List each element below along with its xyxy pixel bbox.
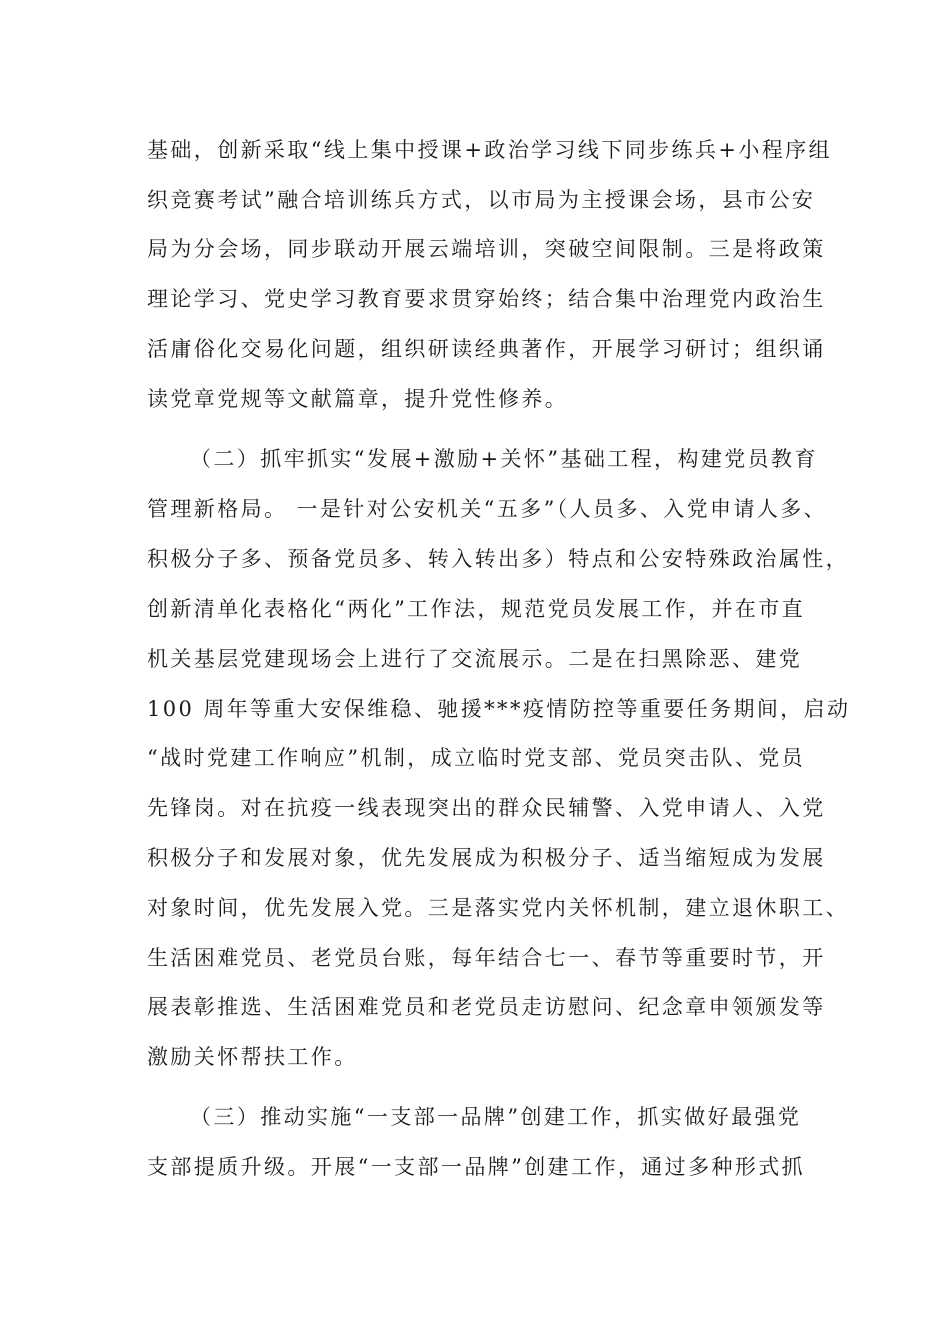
text-line: “战时党建工作响应”机制，成立临时党支部、党员突击队、党员 (147, 746, 806, 770)
text-line: 织竞赛考试”融合培训练兵方式，以市局为主授课会场，县市公安 (147, 188, 816, 212)
text-line: 生活困难党员、老党员台账，每年结合七一、春节等重要时节，开 (147, 946, 826, 970)
text-line: 展表彰推选、生活困难党员和老党员走访慰问、纪念章申领颁发等 (147, 995, 826, 1019)
text-line: 先锋岗。对在抗疫一线表现突出的群众民辅警、入党申请人、入党 (147, 796, 826, 820)
text-line: 创新清单化表格化“两化”工作法，规范党员发展工作，并在市直 (147, 597, 806, 621)
text-line: 激励关怀帮扶工作。 (147, 1045, 358, 1069)
text-line: 管理新格局。 一是针对公安机关“五多”（人员多、入党申请人多、 (147, 497, 828, 521)
text-line: 机关基层党建现场会上进行了交流展示。二是在扫黑除恶、建党 (147, 647, 803, 671)
text-line: 理论学习、党史学习教育要求贯穿始终；结合集中治理党内政治生 (147, 287, 826, 311)
section-heading: （三）推动实施“一支部一品牌”创建工作，抓实做好最强党 (190, 1105, 802, 1129)
text-line: 对象时间，优先发展入党。三是落实党内关怀机制，建立退休职工、 (147, 896, 849, 920)
text-line: 读党章党规等文献篇章，提升党性修养。 (147, 387, 569, 411)
section-heading: （二）抓牢抓实“发展+激励+关怀”基础工程，构建党员教育 (190, 447, 818, 471)
text-line: 局为分会场，同步联动开展云端培训，突破空间限制。三是将政策 (147, 237, 826, 261)
text-line: 支部提质升级。开展“一支部一品牌”创建工作，通过多种形式抓 (147, 1155, 806, 1179)
text-line: 积极分子和发展对象，优先发展成为积极分子、适当缩短成为发展 (147, 846, 826, 870)
text-line: 积极分子多、预备党员多、转入转出多）特点和公安特殊政治属性， (147, 547, 849, 571)
text-line: 活庸俗化交易化问题，组织研读经典著作，开展学习研讨；组织诵 (147, 337, 826, 361)
text-line: 基础，创新采取“线上集中授课+政治学习线下同步练兵+小程序组 (147, 138, 832, 162)
text-line: 100 周年等重大安保维稳、驰援***疫情防控等重要任务期间，启动 (147, 697, 851, 721)
